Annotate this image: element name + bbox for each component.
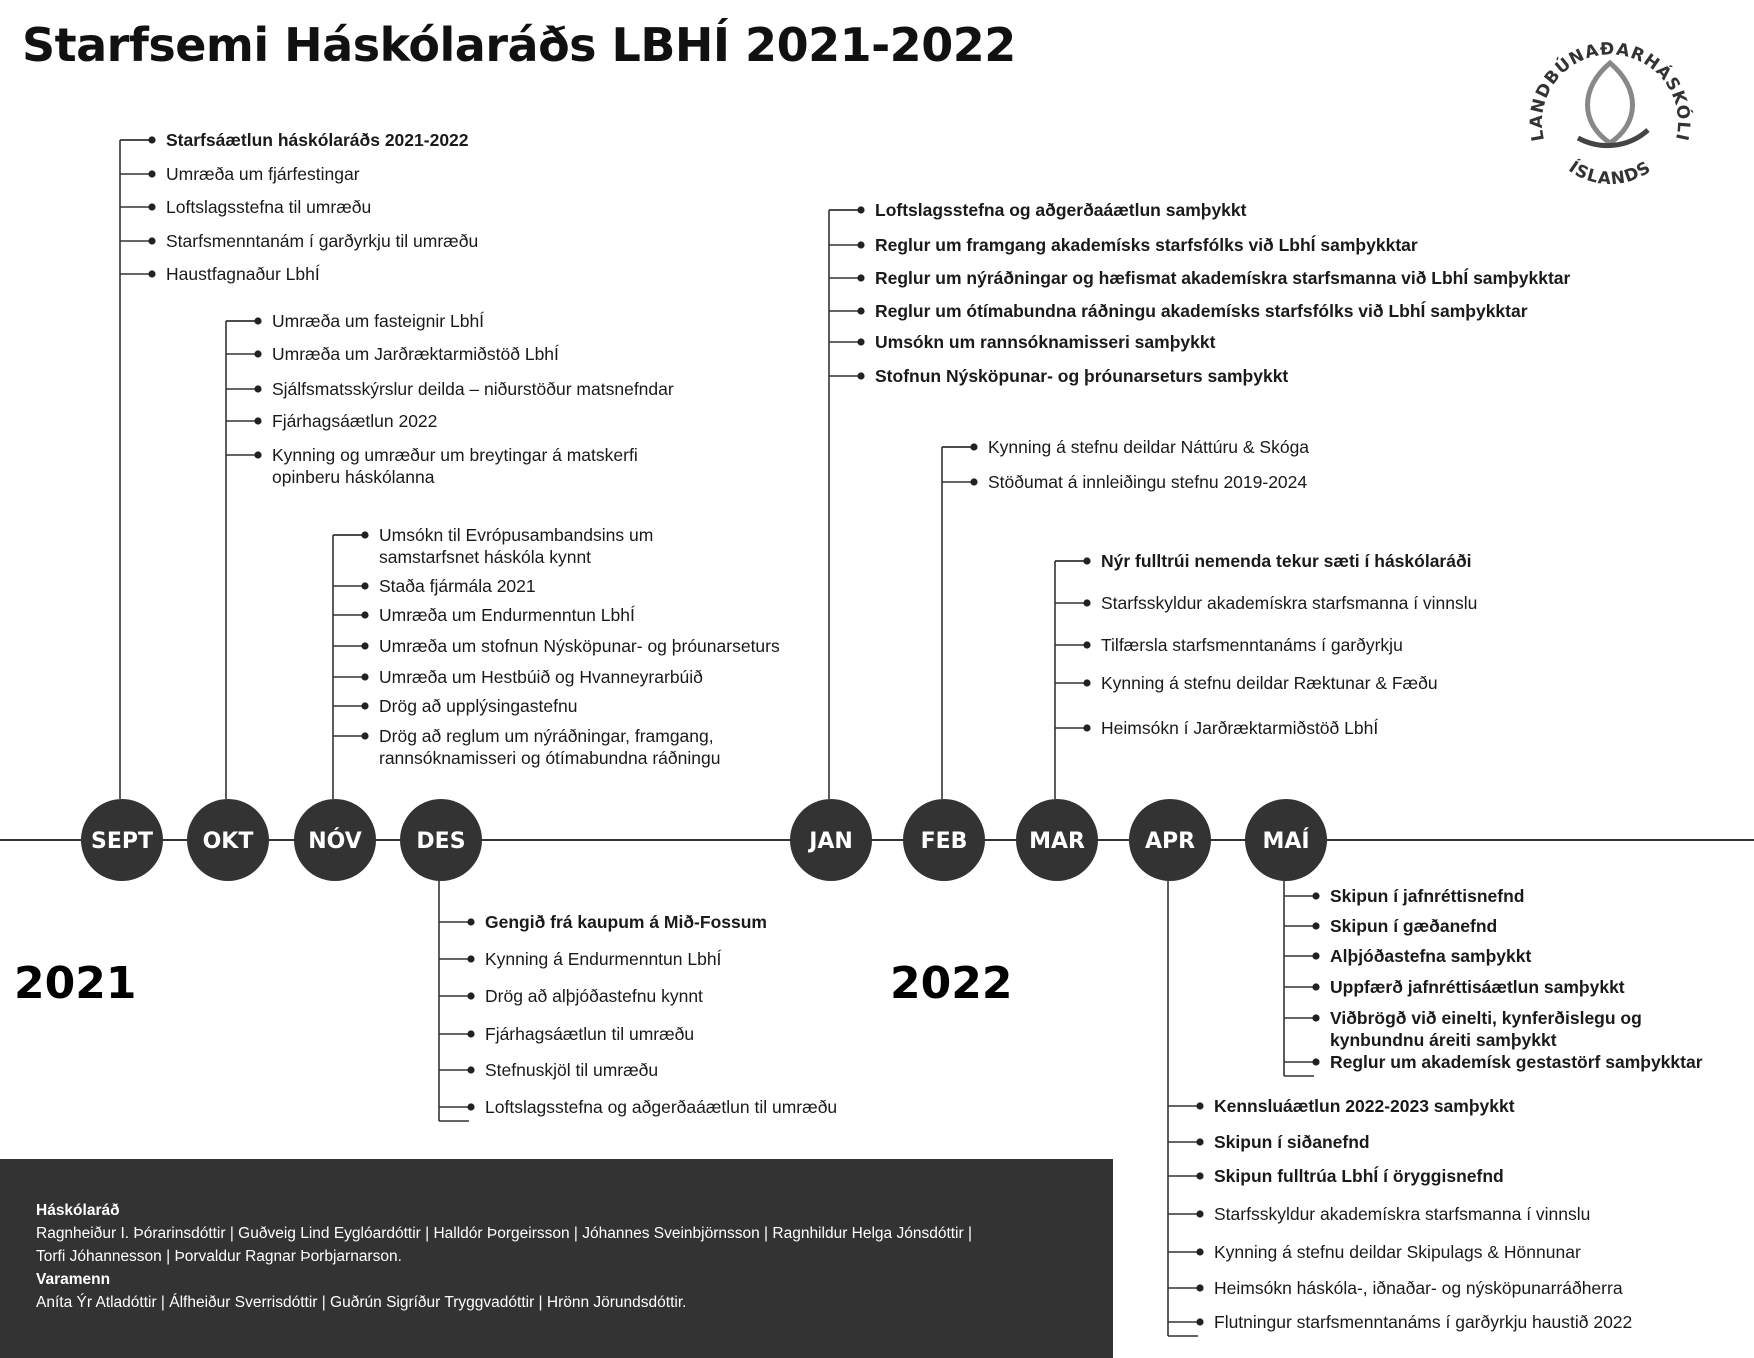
item-bullet xyxy=(361,732,368,739)
item-bullet xyxy=(1312,952,1319,959)
item-bullet xyxy=(148,136,155,143)
item-bullet xyxy=(467,1103,474,1110)
footer-heading-board: Háskólaráð xyxy=(36,1202,120,1219)
timeline-item: Loftslagsstefna og aðgerðaáætlun til umræðu xyxy=(485,1097,838,1117)
timeline-item: Drög að alþjóðastefnu kynnt xyxy=(485,986,703,1006)
item-bullet xyxy=(1083,679,1090,686)
timeline-item: Skipun í jafnréttisnefnd xyxy=(1330,886,1525,906)
month-group-nov xyxy=(294,525,780,881)
item-bullet xyxy=(1083,724,1090,731)
month-group-sept xyxy=(81,130,478,881)
item-bullet xyxy=(148,237,155,244)
timeline-item: Alþjóðastefna samþykkt xyxy=(1330,946,1532,966)
item-bullet xyxy=(361,611,368,618)
item-bullet xyxy=(361,673,368,680)
item-bullet xyxy=(970,478,977,485)
item-bullet xyxy=(361,582,368,589)
svg-text:LANDBÚNAÐARHÁSKÓLI: LANDBÚNAÐARHÁSKÓLI xyxy=(1526,39,1694,144)
timeline-item: Drög að reglum um nýráðningar, framgang, rannsóknamisseri og ótímabundna ráðningu xyxy=(379,726,721,768)
item-bullet xyxy=(1196,1102,1203,1109)
timeline-item: Stöðumat á innleiðingu stefnu 2019-2024 xyxy=(988,472,1308,492)
timeline-item: Haustfagnaður LbhÍ xyxy=(166,264,320,284)
timeline-item: Nýr fulltrúi nemenda tekur sæti í háskólaráði xyxy=(1101,551,1472,571)
item-bullet xyxy=(148,270,155,277)
timeline-item: Starfsskyldur akademískra starfsmanna í vinnslu xyxy=(1101,593,1478,613)
item-bullet xyxy=(467,992,474,999)
item-bullet xyxy=(1083,641,1090,648)
item-bullet xyxy=(1196,1248,1203,1255)
board-members-panel xyxy=(0,1159,1113,1358)
timeline-item: Umsókn um rannsóknamisseri samþykkt xyxy=(875,332,1216,352)
month-label-feb: FEB xyxy=(920,829,968,854)
timeline-item: Umræða um fjárfestingar xyxy=(166,164,360,184)
month-label-jan: JAN xyxy=(809,829,853,854)
item-bullet xyxy=(1196,1284,1203,1291)
timeline-item: Loftslagsstefna og aðgerðaáætlun samþykkt xyxy=(875,200,1247,220)
item-bullet xyxy=(1196,1210,1203,1217)
item-bullet xyxy=(1196,1172,1203,1179)
footer-board-line-1: Ragnheiður I. Þórarinsdóttir | Guðveig Lind Eyglóardóttir | Halldór Þorgeirsson | Jóhannes Sveinbjörnsson | Ragnhildur Helga Jónsdóttir | xyxy=(36,1225,972,1242)
months-layer xyxy=(81,130,1703,1336)
timeline-item: Loftslagsstefna til umræðu xyxy=(166,197,372,217)
timeline-item: Flutningur starfsmenntanáms í garðyrkju haustið 2022 xyxy=(1214,1312,1633,1332)
item-bullet xyxy=(254,417,261,424)
year-label-2021: 2021 xyxy=(14,958,137,1009)
item-bullet xyxy=(1312,892,1319,899)
timeline-item: Kynning á stefnu deildar Skipulags & Hönnunar xyxy=(1214,1242,1581,1262)
timeline-item: Stofnun Nýsköpunar- og þróunarseturs samþykkt xyxy=(875,366,1289,386)
timeline-item: Umræða um Hestbúið og Hvanneyrarbúið xyxy=(379,667,703,687)
timeline-item: Gengið frá kaupum á Mið-Fossum xyxy=(485,912,767,932)
timeline-item: Umræða um Jarðræktarmiðstöð LbhÍ xyxy=(272,344,559,364)
item-bullet xyxy=(1083,599,1090,606)
month-group-des xyxy=(400,799,837,1121)
item-bullet xyxy=(970,443,977,450)
item-bullet xyxy=(1196,1318,1203,1325)
timeline-item: Reglur um akademísk gestastörf samþykktar xyxy=(1330,1052,1703,1072)
timeline-item: Uppfærð jafnréttisáætlun samþykkt xyxy=(1330,977,1625,997)
item-bullet xyxy=(857,206,864,213)
month-label-nov: NÓV xyxy=(308,829,362,854)
timeline-item: Starfsmenntanám í garðyrkju til umræðu xyxy=(166,231,479,251)
timeline-item: Kynning og umræður um breytingar á matskerfi opinberu háskólanna xyxy=(272,445,638,487)
timeline-item: Fjárhagsáætlun til umræðu xyxy=(485,1024,695,1044)
timeline-item: Umræða um stofnun Nýsköpunar- og þróunarseturs xyxy=(379,636,780,656)
footer-heading-alternates: Varamenn xyxy=(36,1271,111,1288)
item-bullet xyxy=(1083,557,1090,564)
timeline-item: Umsókn til Evrópusambandsins um samstarfsnet háskóla kynnt xyxy=(379,525,654,567)
item-bullet xyxy=(361,531,368,538)
page-title: Starfsemi Háskólaráðs LBHÍ 2021-2022 xyxy=(22,18,1016,72)
month-group-feb xyxy=(903,437,1309,881)
item-bullet xyxy=(254,451,261,458)
month-group-jan xyxy=(790,200,1571,881)
month-group-okt xyxy=(187,311,674,881)
timeline-item: Skipun fulltrúa LbhÍ í öryggisnefnd xyxy=(1214,1166,1504,1186)
item-bullet xyxy=(1196,1138,1203,1145)
item-bullet xyxy=(467,918,474,925)
item-bullet xyxy=(857,241,864,248)
year-label-2022: 2022 xyxy=(890,958,1013,1009)
item-bullet xyxy=(857,372,864,379)
item-bullet xyxy=(361,642,368,649)
item-bullet xyxy=(148,170,155,177)
footer-board-line-2: Torfi Jóhannesson | Þorvaldur Ragnar Þorbjarnarson. xyxy=(36,1248,402,1265)
month-label-mai: MAÍ xyxy=(1262,829,1310,854)
item-bullet xyxy=(467,955,474,962)
item-bullet xyxy=(467,1030,474,1037)
timeline-item: Skipun í siðanefnd xyxy=(1214,1132,1370,1152)
timeline-item: Reglur um framgang akademísks starfsfólks við LbhÍ samþykktar xyxy=(875,235,1418,255)
item-bullet xyxy=(857,338,864,345)
timeline-item: Staða fjármála 2021 xyxy=(379,576,536,596)
item-bullet xyxy=(361,702,368,709)
timeline-item: Kynning á stefnu deildar Ræktunar & Fæðu xyxy=(1101,673,1438,693)
timeline-item: Starfsskyldur akademískra starfsmanna í vinnslu xyxy=(1214,1204,1591,1224)
item-bullet xyxy=(467,1066,474,1073)
timeline-item: Stefnuskjöl til umræðu xyxy=(485,1060,659,1080)
timeline-item: Viðbrögð við einelti, kynferðislegu og kynbundnu áreiti samþykkt xyxy=(1330,1008,1642,1050)
timeline-item: Tilfærsla starfsmenntanáms í garðyrkju xyxy=(1101,635,1403,655)
timeline-item: Sjálfsmatsskýrslur deilda – niðurstöður matsnefndar xyxy=(272,379,674,399)
timeline-item: Heimsókn í Jarðræktarmiðstöð LbhÍ xyxy=(1101,718,1379,738)
month-label-okt: OKT xyxy=(202,829,254,854)
item-bullet xyxy=(1312,1058,1319,1065)
item-bullet xyxy=(857,274,864,281)
timeline-item: Umræða um Endurmenntun LbhÍ xyxy=(379,605,635,625)
item-bullet xyxy=(1312,983,1319,990)
svg-text:ÍSLANDS: ÍSLANDS xyxy=(1564,157,1655,190)
item-bullet xyxy=(254,385,261,392)
timeline-item: Kynning á stefnu deildar Náttúru & Skóga xyxy=(988,437,1310,457)
month-label-mar: MAR xyxy=(1029,829,1085,854)
footer-alternates-line: Aníta Ýr Atladóttir | Álfheiður Sverrisdóttir | Guðrún Sigríður Tryggvadóttir | Hrönn Jörundsdóttir. xyxy=(36,1294,687,1311)
timeline-item: Skipun í gæðanefnd xyxy=(1330,916,1498,936)
timeline-item: Reglur um nýráðningar og hæfismat akademískra starfsmanna við LbhÍ samþykktar xyxy=(875,268,1571,288)
month-label-apr: APR xyxy=(1144,829,1196,854)
timeline-item: Fjárhagsáætlun 2022 xyxy=(272,411,438,431)
leaf-emblem-icon xyxy=(1578,63,1648,146)
timeline-item: Starfsáætlun háskólaráðs 2021-2022 xyxy=(166,130,469,150)
timeline-item: Kynning á Endurmenntun LbhÍ xyxy=(485,949,722,969)
month-label-sept: SEPT xyxy=(90,829,154,854)
item-bullet xyxy=(254,350,261,357)
timeline-item: Reglur um ótímabundna ráðningu akademísks starfsfólks við LbhÍ samþykktar xyxy=(875,301,1528,321)
item-bullet xyxy=(148,203,155,210)
item-bullet xyxy=(1312,922,1319,929)
timeline-item: Kennsluáætlun 2022-2023 samþykkt xyxy=(1214,1096,1515,1116)
timeline-item: Umræða um fasteignir LbhÍ xyxy=(272,311,485,331)
university-logo xyxy=(1520,18,1700,198)
timeline-item: Heimsókn háskóla-, iðnaðar- og nýsköpunarráðherra xyxy=(1214,1278,1623,1298)
item-bullet xyxy=(1312,1014,1319,1021)
item-bullet xyxy=(254,317,261,324)
month-label-des: DES xyxy=(416,829,466,854)
item-bullet xyxy=(857,307,864,314)
timeline-item: Drög að upplýsingastefnu xyxy=(379,696,578,716)
